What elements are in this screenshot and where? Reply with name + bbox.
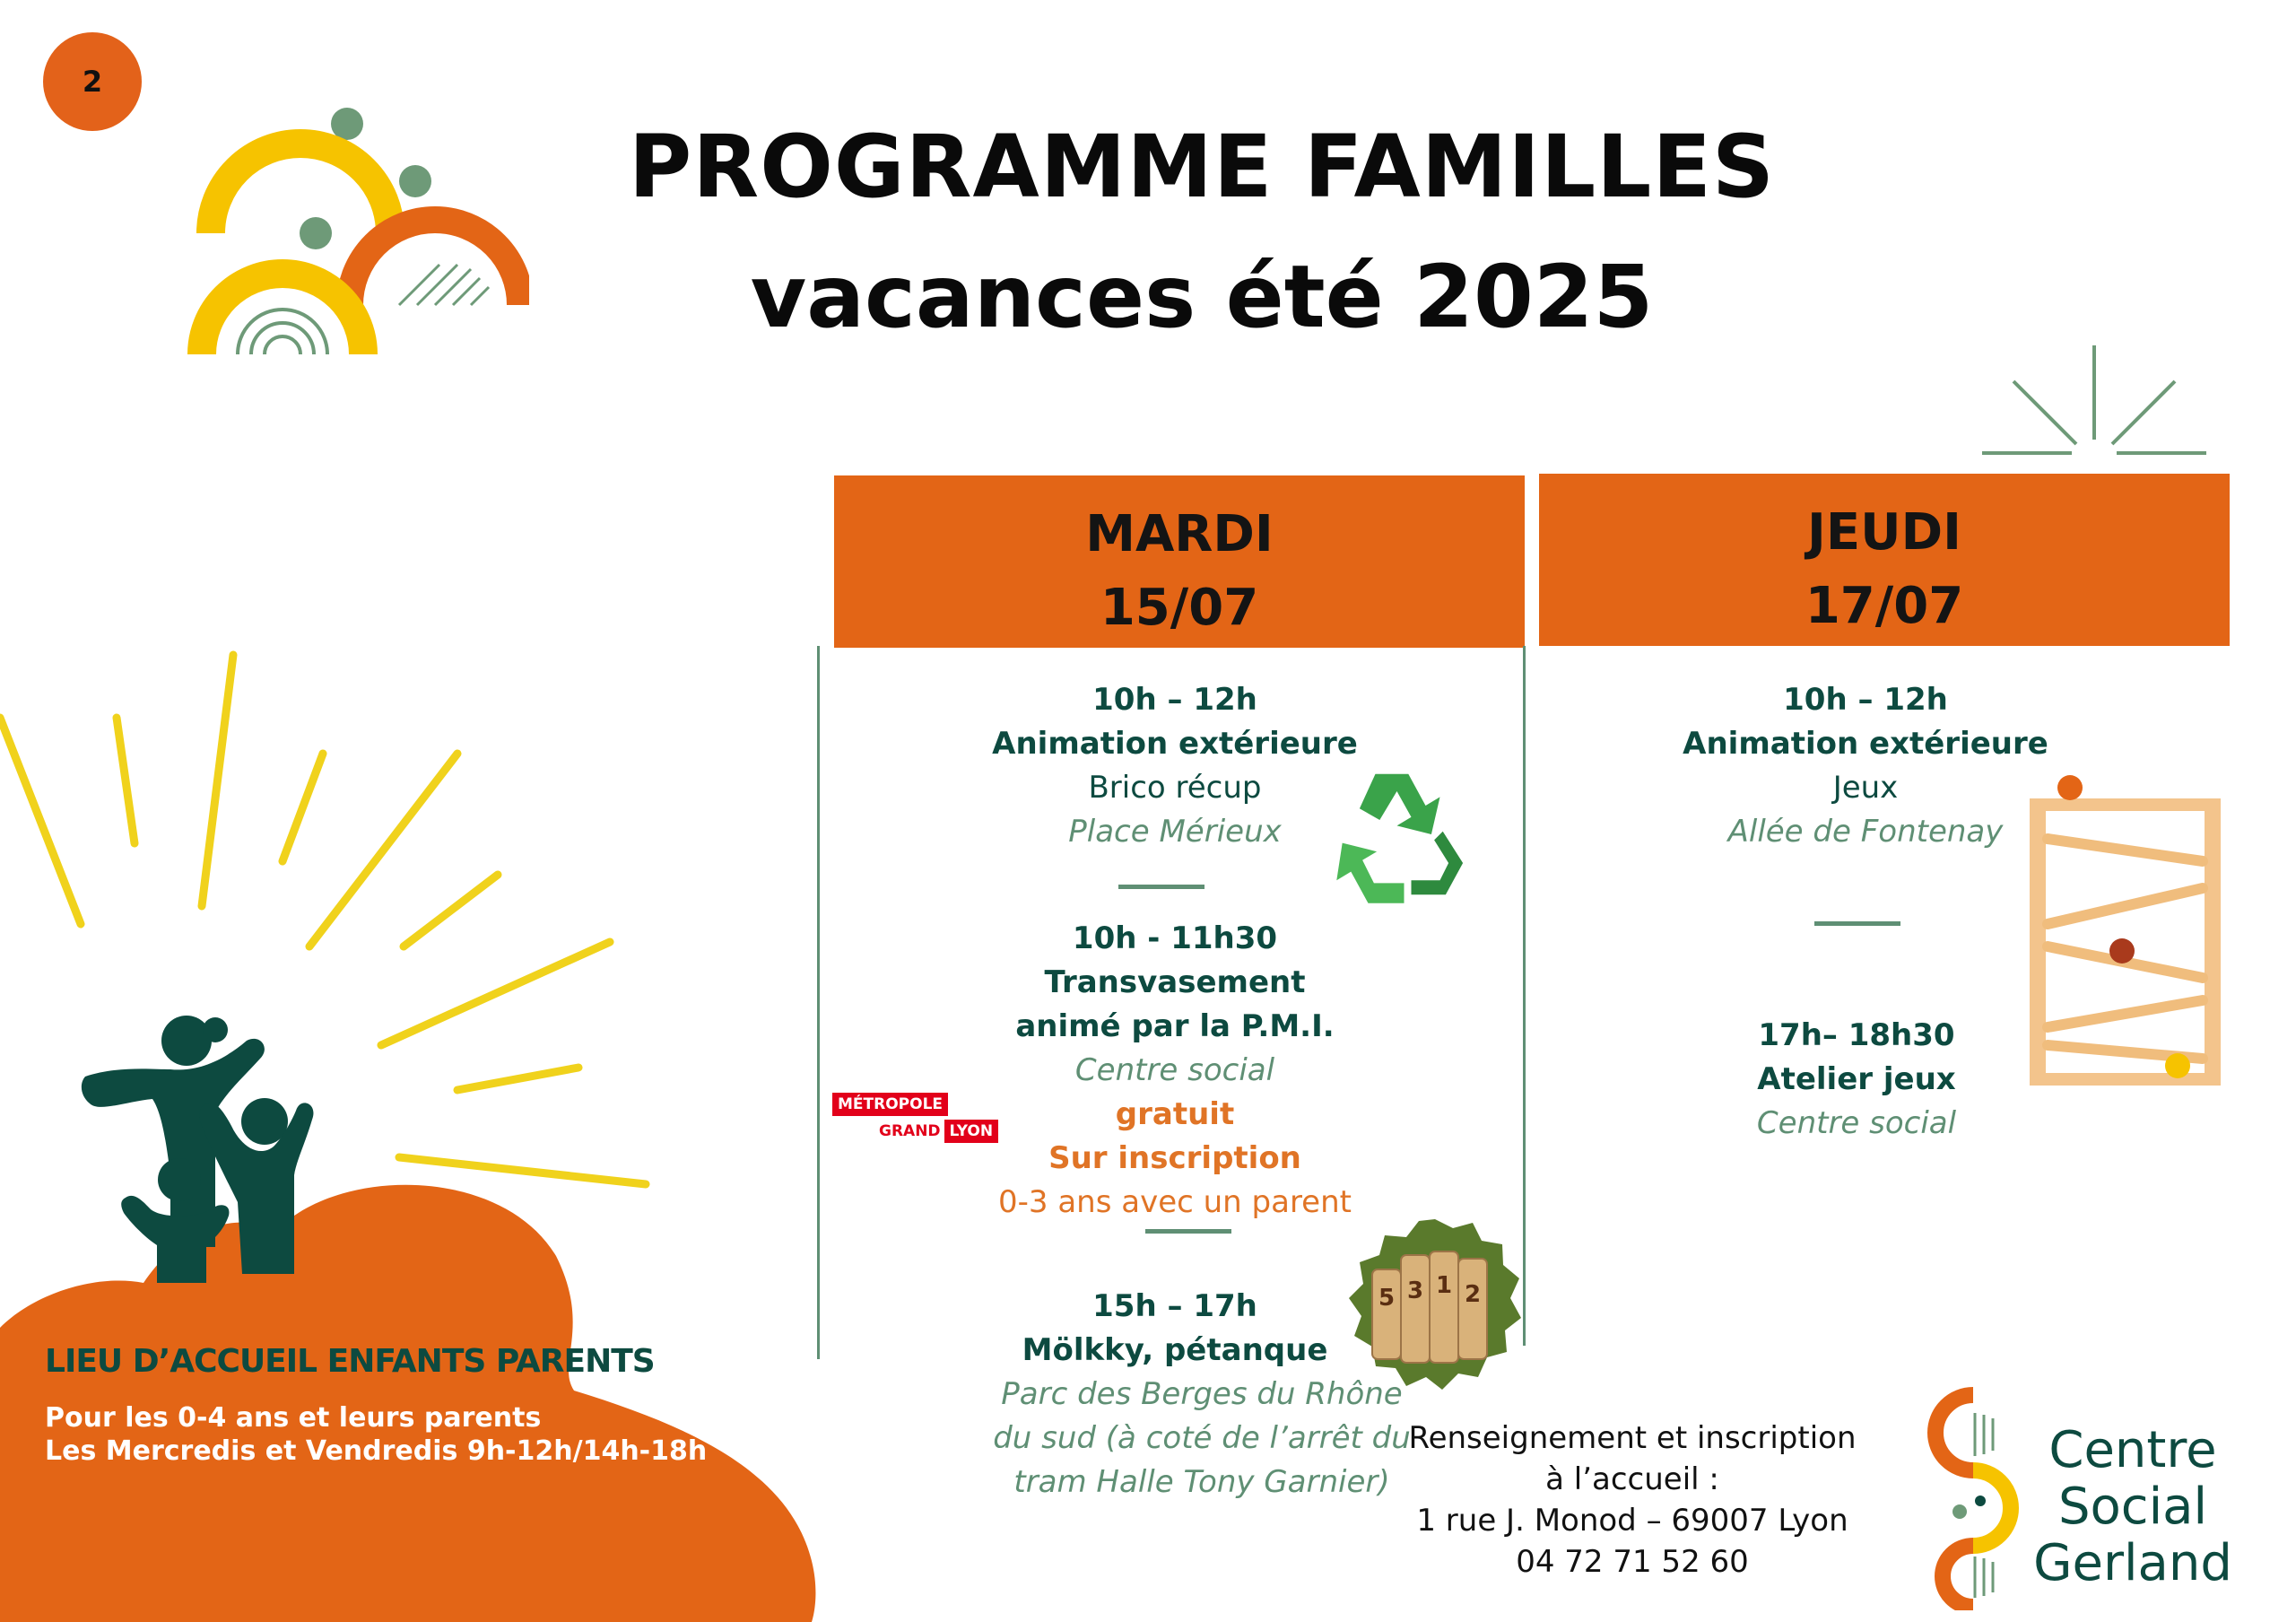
tuesday-date: 15/07 [1100,579,1259,637]
sparkle-decoration [1982,345,2215,462]
contact-line-1: Renseignement et inscription [1408,1420,1857,1456]
activity-time: 10h - 11h30 [1072,920,1278,956]
activity-registration: Sur inscription [1048,1140,1301,1176]
tuesday-activity-3-place [933,1373,1471,1504]
laep-line-2: Les Mercredis et Vendredis 9h-12h/14h-18h [45,1435,708,1467]
svg-text:2: 2 [1464,1281,1482,1308]
laep-title: LIEU D’ACCUEIL ENFANTS PARENTS [45,1343,655,1380]
svg-text:1: 1 [1435,1272,1453,1299]
activity-place-line1: Parc des Berges du Rhône [1001,1376,1403,1412]
activity-detail: Jeux [1832,770,1899,806]
centre-social-gerland-logo-text [2025,1422,2240,1591]
metropole-logo-grand: GRAND [879,1122,941,1140]
activity-place: Centre social [1756,1105,1957,1141]
page-title: PROGRAMME FAMILLES [628,117,1776,217]
activity-audience: 0-3 ans avec un parent [998,1184,1352,1220]
thursday-header [1539,474,2230,646]
wooden-game-board-image [2025,772,2231,1094]
tuesday-activity-2 [906,917,1444,1225]
activity-place-line3: tram Halle Tony Garnier) [1013,1464,1390,1500]
laep-description [45,1401,707,1468]
activity-name: Animation extérieure [1683,726,2048,762]
activity-name-2: animé par la P.M.I. [1015,1008,1335,1044]
tuesday-activity-3 [906,1285,1444,1373]
laep-line-1: Pour les 0-4 ans et leurs parents [45,1402,542,1434]
activity-time: 17h– 18h30 [1758,1017,1955,1053]
metropole-logo-lyon: LYON [944,1120,999,1143]
decorative-arches-graphic [179,99,529,359]
metropole-grand-lyon-logo [832,1093,998,1143]
tuesday-header [834,475,1525,648]
logo-line-3: Gerland [2033,1534,2232,1592]
separator [1145,1229,1231,1234]
logo-line-1: Centre [2048,1421,2217,1479]
page-subtitle: vacances été 2025 [750,247,1654,347]
svg-text:5: 5 [1378,1285,1396,1312]
separator [1118,885,1205,889]
family-silhouette-icon [81,1014,350,1283]
activity-time: 10h – 12h [1783,682,1948,718]
activity-time: 15h – 17h [1092,1288,1257,1324]
activity-price: gratuit [1115,1096,1235,1132]
activity-name: Atelier jeux [1757,1061,1956,1097]
activity-name: Transvasement [1044,964,1306,1000]
activity-place: Place Mérieux [1068,814,1282,850]
logo-line-2: Social [2057,1478,2208,1536]
metropole-logo-text: MÉTROPOLE [832,1093,948,1116]
thursday-date: 17/07 [1805,577,1964,635]
svg-text:3: 3 [1406,1278,1424,1304]
separator [1814,921,1900,926]
activity-place: Centre social [1074,1052,1275,1088]
thursday-day: JEUDI [1807,503,1961,562]
recycle-icon [1323,763,1471,906]
activity-detail: Brico récup [1088,770,1262,806]
contact-line-2: à l’accueil : [1545,1461,1719,1497]
activity-time: 10h – 12h [1092,682,1257,718]
activity-place-line2: du sud (à coté de l’arrêt du [993,1420,1411,1456]
contact-address: 1 rue J. Monod – 69007 Lyon [1416,1503,1848,1539]
activity-place: Allée de Fontenay [1727,814,2004,850]
page-number-badge: 2 [43,32,142,131]
activity-name: Animation extérieure [992,726,1358,762]
activity-name: Mölkky, pétanque [1022,1332,1328,1368]
tuesday-day: MARDI [1085,505,1274,563]
contact-phone: 04 72 71 52 60 [1516,1544,1749,1580]
contact-info [1399,1417,1866,1583]
centre-social-gerland-logo-icon [1919,1386,2027,1610]
